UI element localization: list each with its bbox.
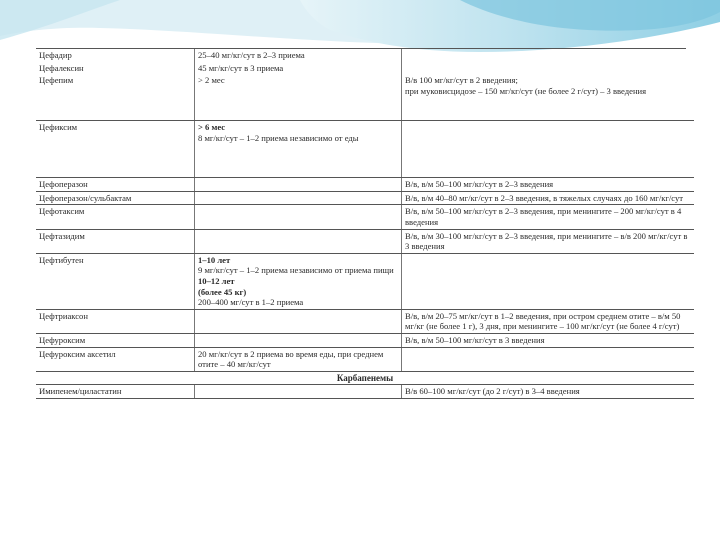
iv-dose [402,49,695,62]
table-row [36,205,694,229]
drug-name: Цефтриаксон [36,309,195,333]
iv-dose-line: В/в 100 мг/кг/сут в 2 введения; [405,75,518,86]
dose-text: 9 мг/кг/сут – 1–2 приема независимо от приема пищи [198,265,394,276]
oral-dose [195,385,402,399]
age-group-weight: (более 45 кг) [198,286,247,297]
iv-dose: В/в, в/м 40–80 мг/кг/сут в 2–3 введения, в тяжелых случаях до 160 мг/кг/сут [402,191,695,205]
iv-dose: В/в, в/м 50–100 мг/кг/сут в 3 введения [402,333,695,347]
oral-dose [195,121,402,178]
oral-dose [195,191,402,205]
iv-dose: В/в, в/м 50–100 мг/кг/сут в 2–3 введения, при менингите – 200 мг/кг/сут в 4 введения [402,205,695,229]
drug-name: Цефепим [36,74,195,121]
table-row [36,191,694,205]
oral-dose [195,205,402,229]
oral-dose: 25–40 мг/кг/сут в 2–3 приема [195,49,402,62]
table-row [36,229,694,253]
iv-dose [402,253,695,309]
drug-name: Цефуроксим аксетил [36,347,195,371]
iv-dose [402,121,695,178]
iv-dose: В/в, в/м 50–100 мг/кг/сут в 2–3 введения [402,178,695,192]
section-row [36,371,694,385]
drug-name: Цефиксим [36,121,195,178]
table-row [36,333,694,347]
oral-dose [195,333,402,347]
iv-dose-line: при муковисцидозе – 150 мг/кг/сут (не более 2 г/сут) – 3 введения [405,85,647,96]
dose-text: 200–400 мг/сут в 1–2 приема [198,297,304,308]
table-row [36,49,694,62]
drug-name: Цефалексин [36,62,195,75]
drug-name: Цефуроксим [36,333,195,347]
iv-dose: В/в, в/м 30–100 мг/кг/сут в 2–3 введения, при менингите – в/в 200 мг/кг/сут в 3 введения [402,229,695,253]
age-group: 1–10 лет [198,254,231,265]
age-group: 10–12 лет [198,275,235,286]
table-row [36,309,694,333]
table-row [36,253,694,309]
drug-name: Цефоперазон/сульбактам [36,191,195,205]
dose-text: 8 мг/кг/сут – 1–2 приема независимо от еды [198,132,359,143]
dosage-table-container [36,48,686,399]
oral-dose [195,229,402,253]
dosage-table [36,49,694,399]
drug-name: Цефадир [36,49,195,62]
age-group: > 6 мес [198,122,226,133]
iv-dose: В/в 60–100 мг/кг/сут (до 2 г/сут) в 3–4 введения [402,385,695,399]
oral-dose: 45 мг/кг/сут в 3 приема [195,62,402,75]
drug-name: Имипенем/циластатин [36,385,195,399]
iv-dose [402,347,695,371]
iv-dose [402,74,695,121]
iv-dose: В/в, в/м 20–75 мг/кг/сут в 1–2 введения, при остром среднем отите – в/м 50 мг/кг (не более 1 г), 3 дня, при менингите – 100 мг/кг/сут (не более 4 г/сут) [402,309,695,333]
table-row [36,178,694,192]
drug-name: Цефотаксим [36,205,195,229]
oral-dose [195,253,402,309]
oral-dose [195,178,402,192]
table-row [36,121,694,178]
drug-name: Цефоперазон [36,178,195,192]
table-row [36,347,694,371]
table-row [36,62,694,75]
iv-dose [402,62,695,75]
oral-dose: 20 мг/кг/сут в 2 приема во время еды, при среднем отите – 40 мг/кг/сут [195,347,402,371]
drug-name: Цефтазидим [36,229,195,253]
section-header: Карбапенемы [36,371,694,385]
oral-dose: > 2 мес [195,74,402,121]
drug-name: Цефтибутен [36,253,195,309]
table-row [36,385,694,399]
oral-dose [195,309,402,333]
table-row [36,74,694,121]
